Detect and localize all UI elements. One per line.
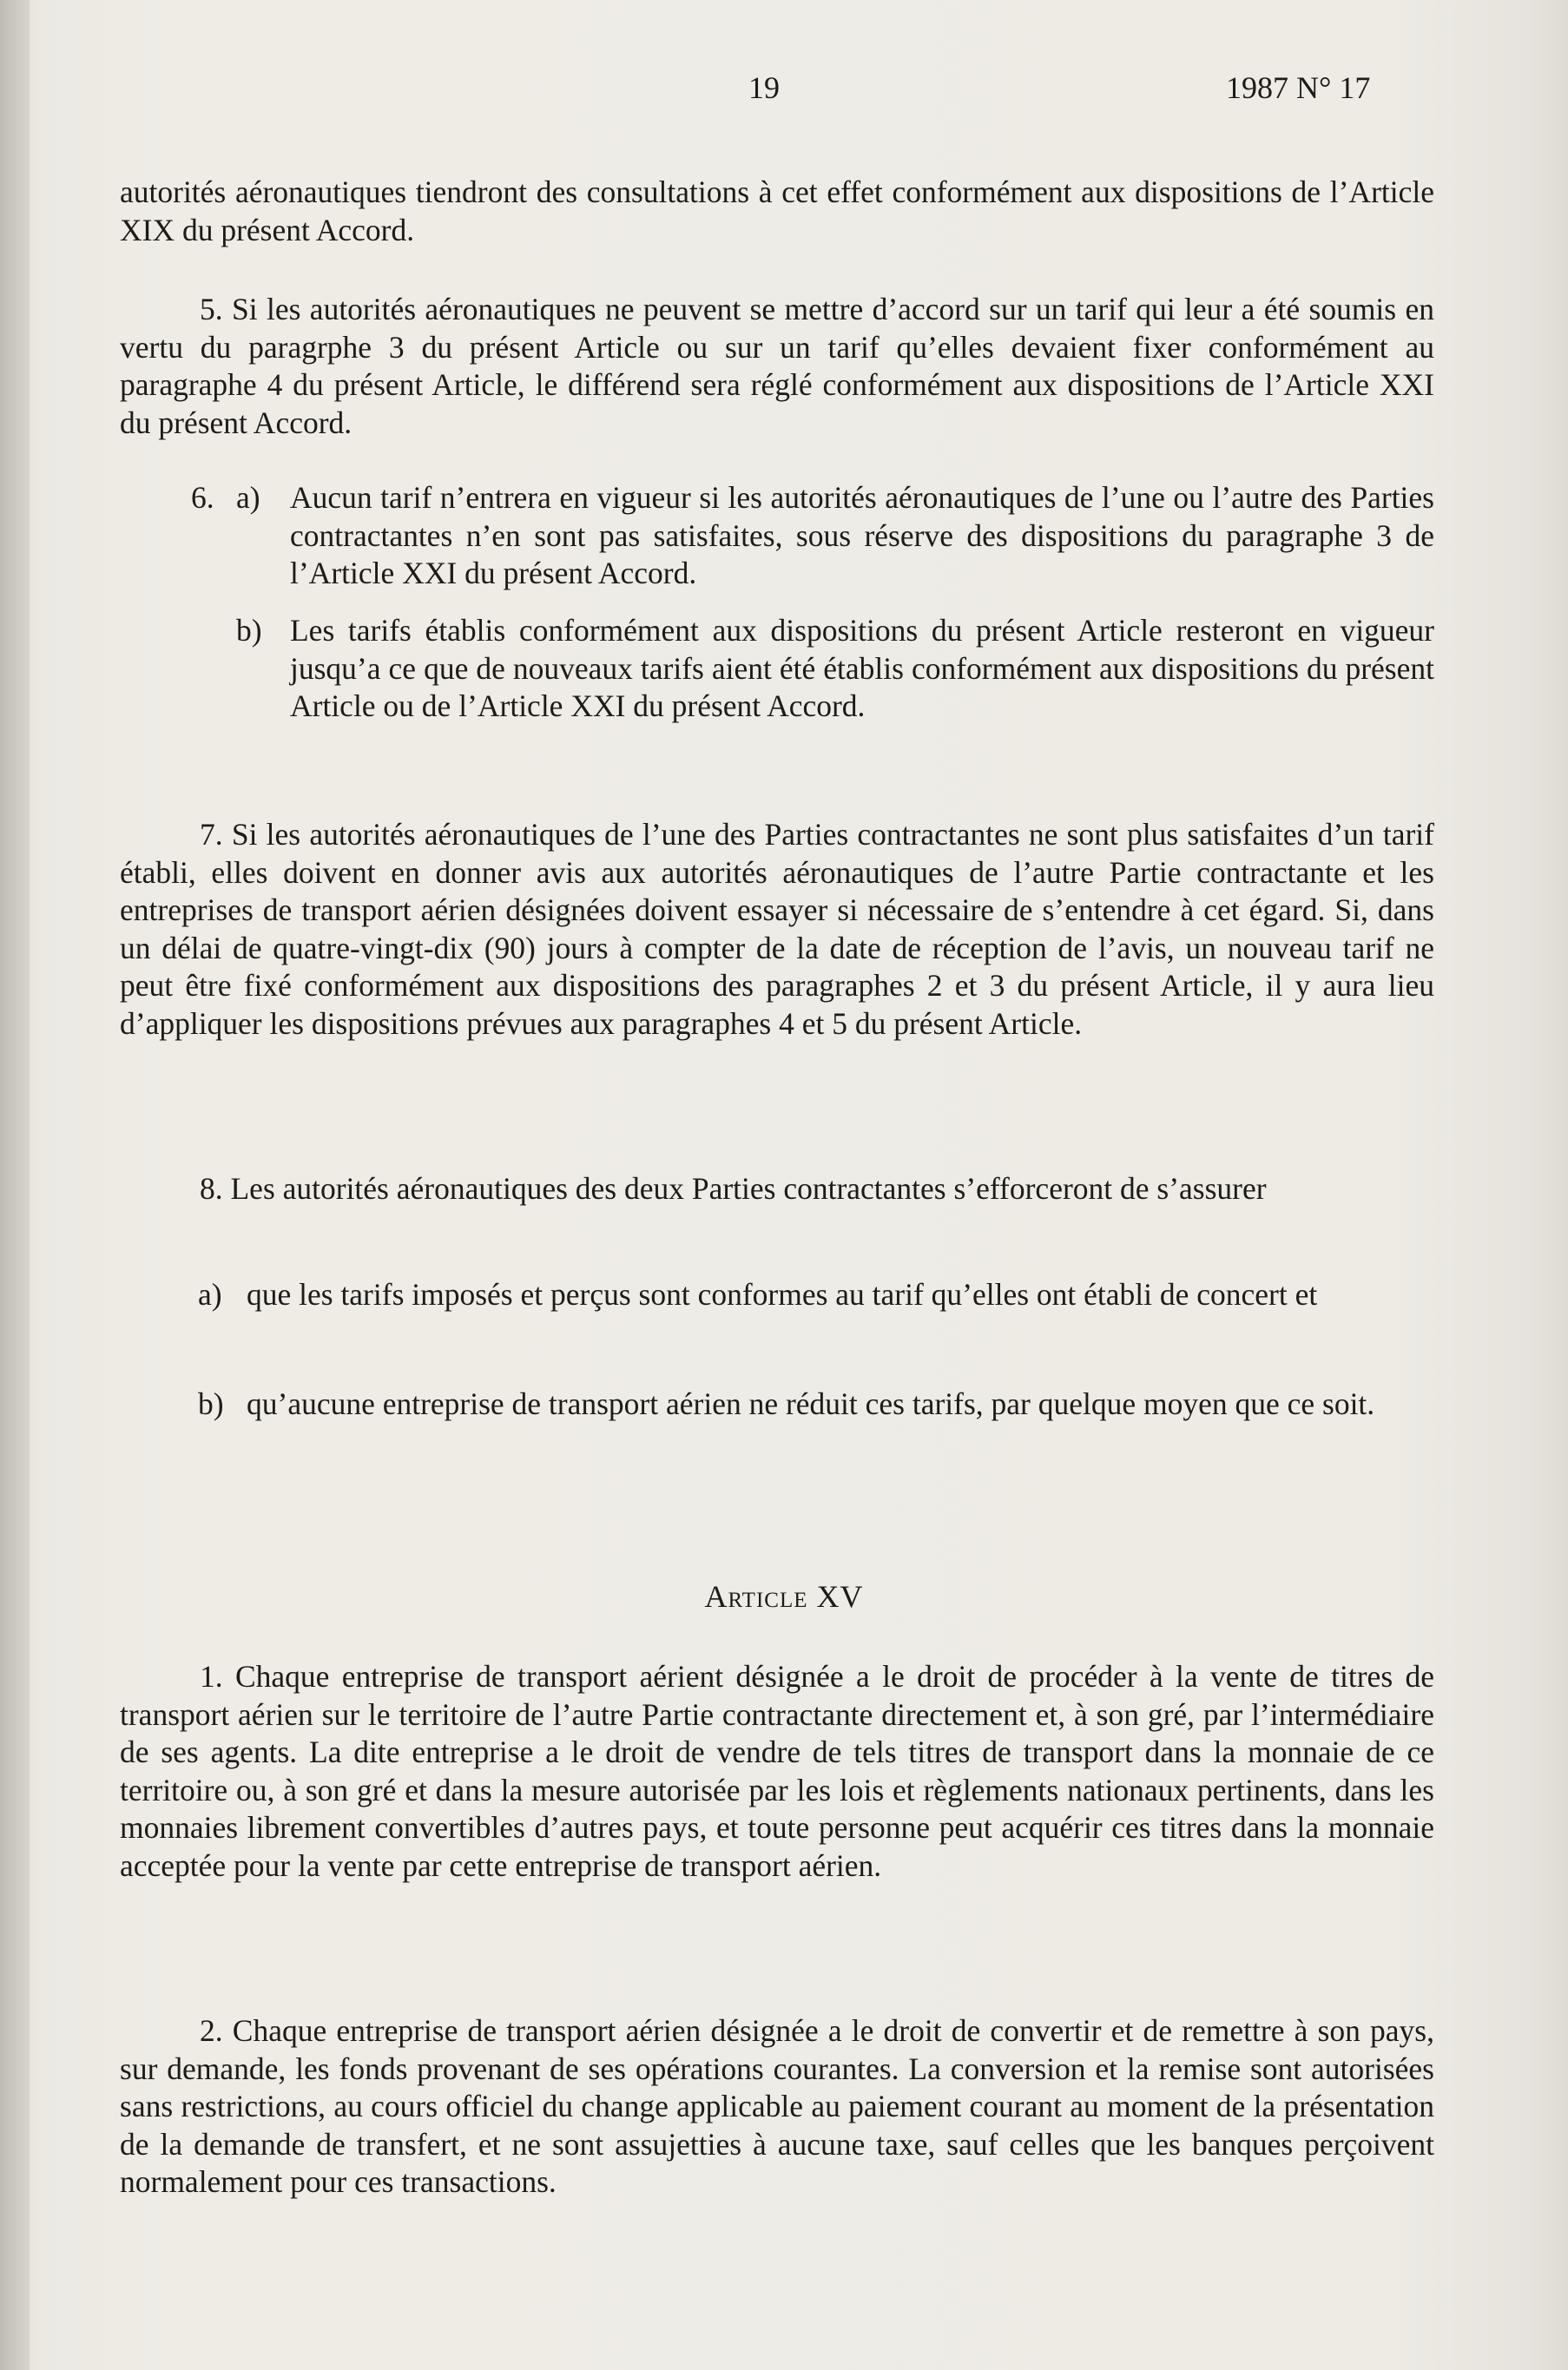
- paragraph-6a-text: Aucun tarif n’entrera en vigueur si les autorités aéronautiques de l’une ou l’autre des Parties contractantes n’en sont pas satisfaites, sous réserve des dispositions du paragraphe 3 de l’Article XXI du présent Accord.: [290, 480, 1434, 590]
- paragraph-continuation: autorités aéronautiques tiendront des consultations à cet effet conformément aux dispositions de l’Article XIX du présent Accord.: [120, 174, 1434, 247]
- page-binding-shadow: [0, 0, 30, 2370]
- paragraph-8: 8. Les autorités aéronautiques des deux Parties contractantes s’efforceront de s’assurer: [200, 1171, 1267, 1206]
- article-paragraph-2: 2. Chaque entreprise de transport aérien désignée a le droit de convertir et de remettre à son pays, sur demande, les fonds provenant de ses opérations courantes. La conversion et la remise sont autorisées sans restrictions, au cours officiel du change applicable au paiement courant au moment de la présentation de la demande de transfert, et ne sont assujetties à aucune taxe, sauf celles que les banques perçoivent normalement pour ces transactions.: [120, 2013, 1434, 2199]
- paragraph-6-number: 6.: [191, 480, 214, 515]
- paragraph-8b-text: qu’aucune entreprise de transport aérien ne réduit ces tarifs, par quelque moyen que ce soit.: [247, 1386, 1375, 1421]
- paragraph-6b-text: Les tarifs établis conformément aux dispositions du présent Article resteront en vigueur jusqu’a ce que de nouveaux tarifs aient été établis conformément aux dispositions du présent Article ou de l’Article XXI du présent Accord.: [290, 613, 1434, 723]
- article-heading-text: Article XV: [704, 1579, 864, 1614]
- paragraph-7: 7. Si les autorités aéronautiques de l’une des Parties contractantes ne sont plus satisfaites d’un tarif établi, elles doivent en donner avis aux autorités aéronautiques de l’autre Partie contractante et les entreprises de transport aérien désignées doivent essayer si nécessaire de s’entendre à cet égard. Si, dans un délai de quatre-vingt-dix (90) jours à compter de la date de réception de l’avis, un nouveau tarif ne peut être fixé conformément aux dispositions des paragraphes 2 et 3 du présent Article, il y aura lieu d’appliquer les dispositions prévues aux paragraphes 4 et 5 du présent Article.: [120, 817, 1434, 1041]
- paragraph-8a-label: a): [198, 1277, 222, 1312]
- paragraph-6a-label: a): [236, 480, 260, 515]
- paragraph-8a-text: que les tarifs imposés et perçus sont conformes au tarif qu’elles ont établi de concert et: [247, 1277, 1318, 1312]
- paragraph-6b-label: b): [236, 613, 262, 648]
- paragraph-8b-label: b): [198, 1386, 224, 1421]
- page-number: 19: [748, 70, 780, 105]
- paragraph-5: 5. Si les autorités aéronautiques ne peuvent se mettre d’accord sur un tarif qui leur a été soumis en vertu du paragrphe 3 du présent Article ou sur un tarif qu’elles devaient fixer conformément au paragraphe 4 du présent Article, le différend sera réglé conformément aux dispositions de l’Article XXI du présent Accord.: [120, 292, 1434, 440]
- article-paragraph-1: 1. Chaque entreprise de transport aérient désignée a le droit de procéder à la vente de titres de transport aérien sur le territoire de l’autre Partie contractante directement et, à son gré, par l’intermédiaire de ses agents. La dite entreprise a le droit de vendre de tels titres de transport dans la monnaie de ce territoire ou, à son gré et dans la mesure autorisée par les lois et règlements nationaux pertinents, dans les monnaies librement convertibles d’autres pays, et toute personne peut acquérir ces titres dans la monnaie acceptée pour la vente par cette entreprise de transport aérien.: [120, 1659, 1434, 1883]
- page-header: [0, 69, 1568, 122]
- article-heading: [0, 1578, 1568, 1615]
- document-reference: 1987 N° 17: [1226, 70, 1371, 105]
